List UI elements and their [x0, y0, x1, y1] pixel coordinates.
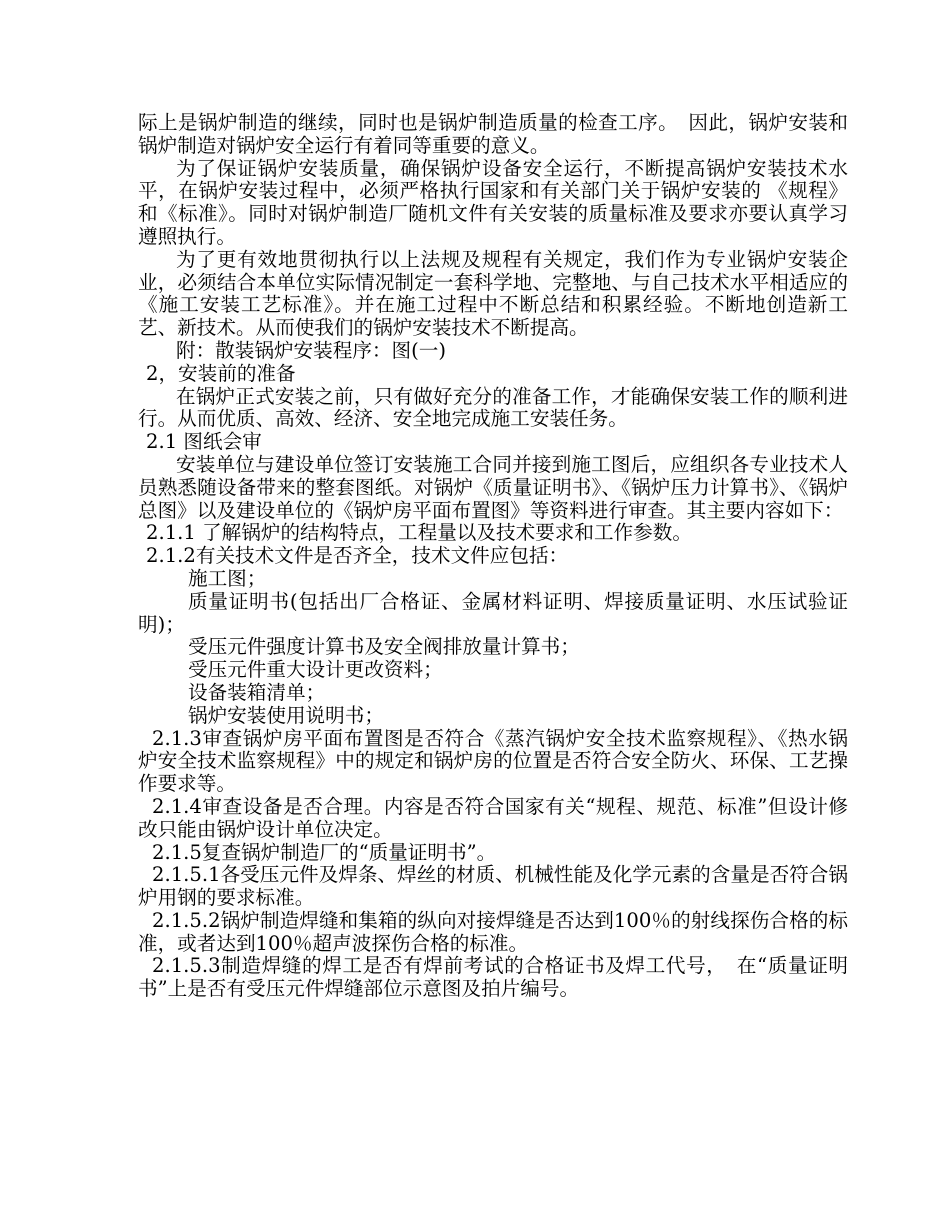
paragraph-drawing-review: 安装单位与建设单位签订安装施工合同并接到施工图后，应组织各专业技术人员熟悉随设备带来的整套图纸。对锅炉《质量证明书》、《锅炉压力计算书》、《锅炉总图》以及建设单位的《锅炉房平面布置图》等资料进行审查。其主要内容如下：	[138, 452, 848, 522]
list-item: 施工图；	[188, 566, 267, 590]
paragraph-continuation: 际上是锅炉制造的继续，同时也是锅炉制造质量的检查工序。 因此，锅炉安装和锅炉制造对锅炉安全运行有着同等重要的意义。	[138, 111, 848, 157]
clause-2-1-3: 2.1.3审查锅炉房平面布置图是否符合《蒸汽锅炉安全技术监察规程》、《热水锅炉安全技术监察规程》中的规定和锅炉房的位置是否符合安全防火、环保、工艺操作要求等。	[138, 726, 848, 796]
paragraph-appendix-note: 附：散装锅炉安装程序：图(一)	[176, 338, 447, 362]
clause-2-1-2: 2.1.2有关技术文件是否齐全，技术文件应包括：	[146, 544, 569, 568]
paragraph-preparation: 在锅炉正式安装之前，只有做好充分的准备工作，才能确保安装工作的顺利进行。从而优质、高效、经济、安全地完成施工安装任务。	[138, 384, 848, 431]
list-item: 锅炉安装使用说明书；	[188, 703, 384, 727]
list-item: 设备装箱清单；	[188, 680, 326, 704]
section-heading-drawing-review: 2.1 图纸会审	[146, 430, 262, 454]
clause-2-1-5-3: 2.1.5.3制造焊缝的焊工是否有焊前考试的合格证书及焊工代号， 在“质量证明书”上是否有受压元件焊缝部位示意图及拍片编号。	[138, 954, 848, 1001]
section-heading-preparation: 2，安装前的准备	[146, 361, 296, 385]
clause-2-1-4: 2.1.4审查设备是否合理。内容是否符合国家有关“规程、规范、标准”但设计修改只能由锅炉设计单位决定。	[138, 794, 848, 841]
list-item: 受压元件强度计算书及安全阀排放量计算书；	[188, 635, 580, 659]
document-body	[138, 111, 868, 1001]
list-item: 质量证明书(包括出厂合格证、金属材料证明、焊接质量证明、水压试验证明)；	[138, 589, 848, 636]
list-item: 受压元件重大设计更改资料；	[188, 658, 443, 682]
paragraph-quality-assurance: 为了保证锅炉安装质量，确保锅炉设备安全运行，不断提高锅炉安装技术水平，在锅炉安装过程中，必须严格执行国家和有关部门关于锅炉安装的 《规程》和《标准》。同时对锅炉制造厂随机文件有关安装的质量标准及要求亦要认真学习遵照执行。	[138, 156, 848, 248]
paragraph-process-standard: 为了更有效地贯彻执行以上法规及规程有关规定，我们作为专业锅炉安装企业，必须结合本单位实际情况制定一套科学地、完整地、与自己技术水平相适应的 《施工安装工艺标准》。并在施工过程中不断总结和积累经验。不断地创造新工艺、新技术。从而使我们的锅炉安装技术不断提高。	[138, 247, 868, 340]
clause-2-1-5: 2.1.5复查锅炉制造厂的“质量证明书”。	[152, 840, 497, 864]
clause-2-1-1: 2.1.1 了解锅炉的结构特点，工程量以及技术要求和工作参数。	[146, 521, 692, 545]
clause-2-1-5-1: 2.1.5.1各受压元件及焊条、焊丝的材质、机械性能及化学元素的含量是否符合锅炉用钢的要求标准。	[138, 863, 848, 910]
clause-2-1-5-2: 2.1.5.2锅炉制造焊缝和集箱的纵向对接焊缝是否达到100％的射线探伤合格的标准，或者达到100％超声波探伤合格的标准。	[138, 908, 848, 955]
